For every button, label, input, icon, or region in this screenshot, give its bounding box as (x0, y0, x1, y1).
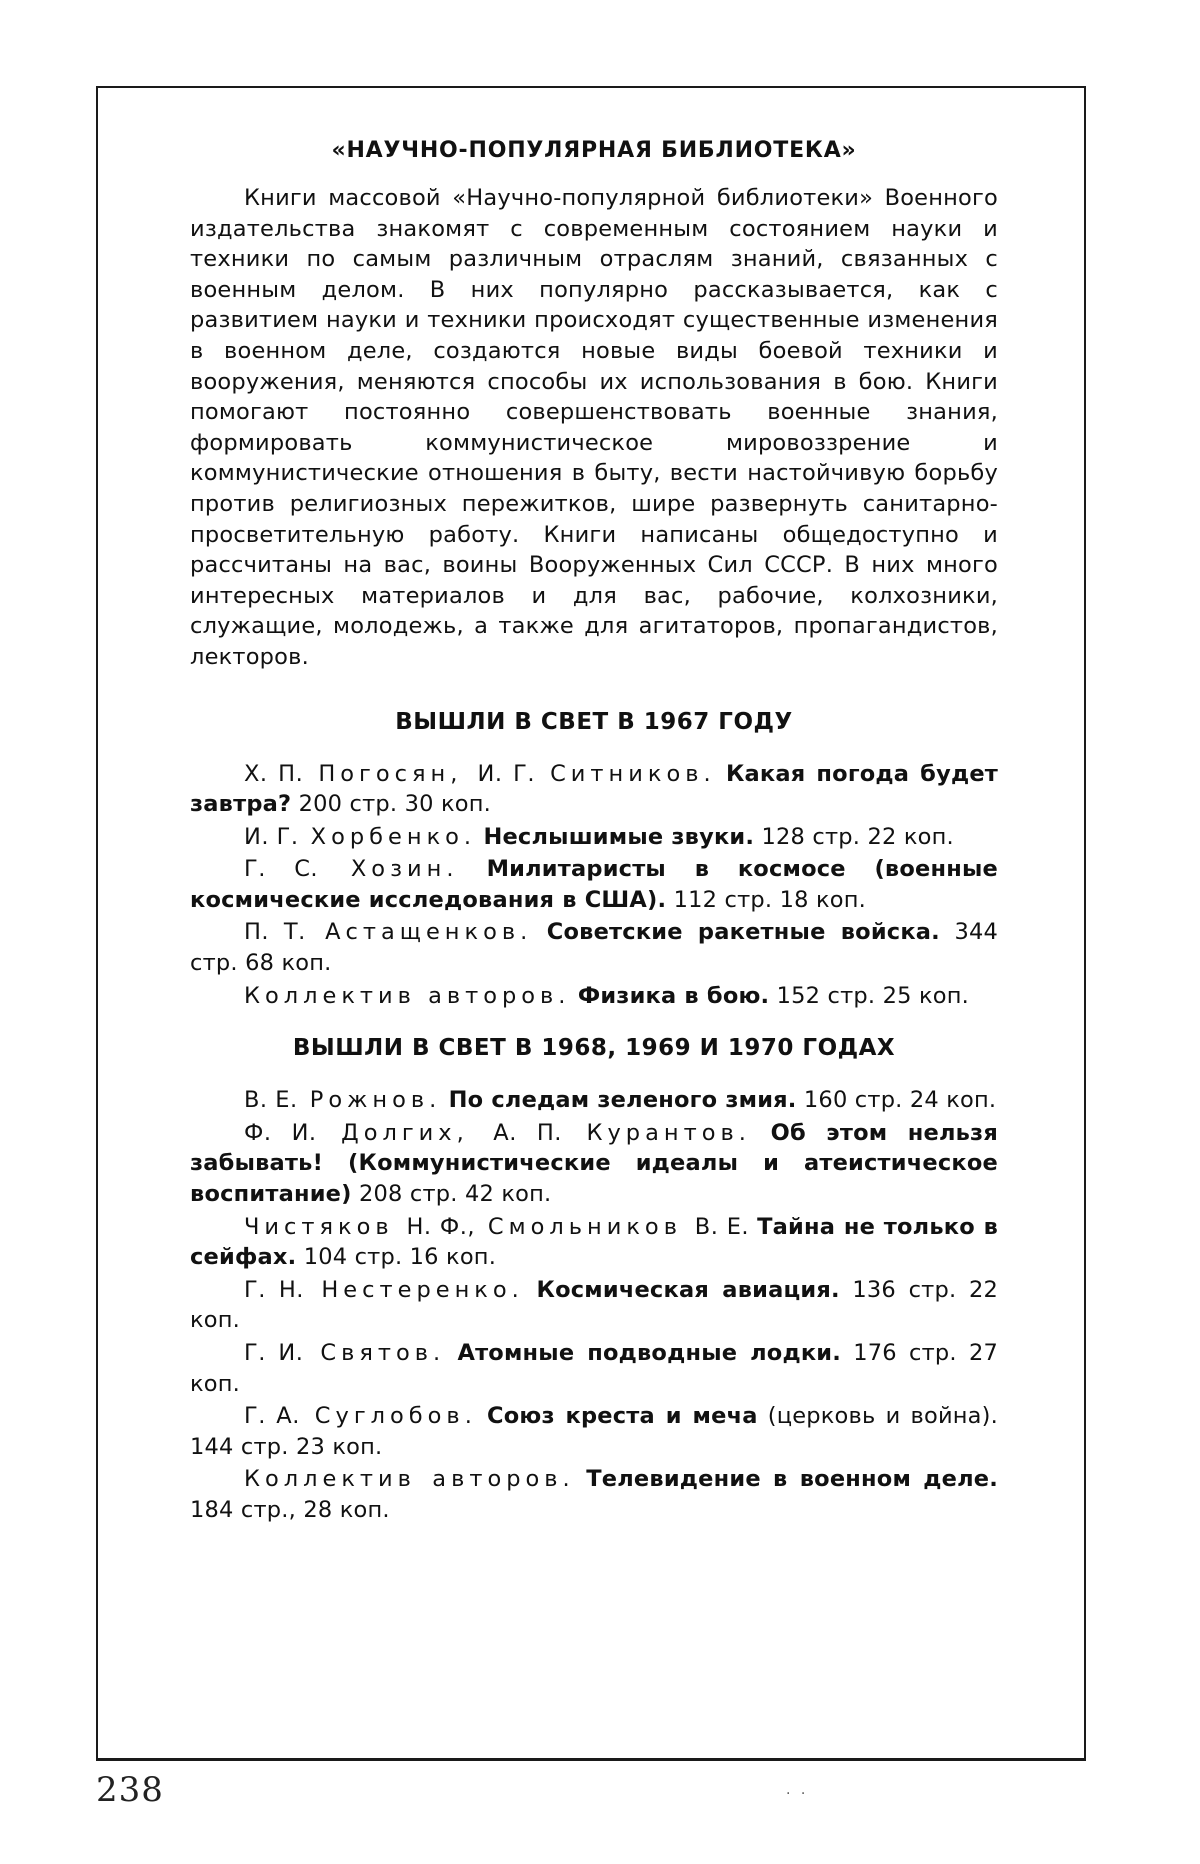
book-entry (190, 759, 998, 820)
book-details: 112 стр. 18 коп. (666, 886, 866, 913)
book-title: Союз креста и меча (487, 1403, 758, 1430)
book-author: Коллектив авторов. (244, 982, 571, 1009)
book-author: Г. Н. Нестеренко. (244, 1276, 524, 1303)
book-author: В. Е. Рожнов. (244, 1087, 442, 1114)
book-details: 344 стр. 68 коп. (190, 919, 998, 977)
book-title: Космическая авиация. (536, 1276, 840, 1303)
book-title: Какая погода будет завтра? (190, 760, 999, 818)
book-details: (церковь и война). 144 стр. 23 коп. (190, 1403, 998, 1460)
book-details: 104 стр. 16 коп. (296, 1244, 497, 1271)
section-heading-1967: ВЫШЛИ В СВЕТ В 1967 ГОДУ (395, 708, 793, 735)
book-entry (190, 1118, 998, 1210)
book-title: Телевидение в военном деле. (586, 1466, 998, 1493)
book-title: Атомные подводные лодки. (457, 1340, 842, 1366)
book-details: 200 стр. 30 коп. (291, 791, 491, 818)
book-details: 160 стр. 24 коп. (796, 1087, 997, 1114)
book-author: И. Г. Хорбенко. (244, 823, 477, 850)
book-entry (190, 822, 998, 853)
book-list-1968-1970 (190, 1085, 998, 1525)
book-entry (190, 981, 998, 1012)
section-heading-1968-1970: ВЫШЛИ В СВЕТ В 1968, 1969 И 1970 ГОДАХ (292, 1035, 896, 1062)
book-details: 136 стр. 22 коп. (190, 1276, 998, 1334)
intro-paragraph: Книги массовой «Научно-популярной библиотеки» Военного издательства знакомят с современным состоянием науки и техники по самым различным отраслям знаний, связанных с военным делом. В них популярно рассказывается, как с развитием науки и техники происходят существенные изменения в военном деле, создаются новые виды боевой техники и вооружения, меняются способы их использования в бою. Книги помогают постоянно совершенствовать военные знания, формировать коммунистическое мировоззрение и коммунистические отношения в быту, вести настойчивую борьбу против религиозных пережитков, шире развернуть санитарно-просветительную работу. Книги написаны общедоступно и рассчитаны на вас, воины Вооруженных Сил СССР. В них много интересных материалов и для вас, рабочие, колхозники, служащие, молодежь, а также для агитаторов, пропагандистов, лекторов. (190, 185, 998, 670)
page-content (190, 138, 998, 1528)
book-title: Об этом нельзя забывать! (Коммунистические идеалы и атеистическое воспитание) (190, 1119, 998, 1208)
book-entry (190, 1464, 998, 1525)
book-entry (190, 1212, 998, 1273)
book-entry (190, 1085, 998, 1116)
series-heading: «НАУЧНО-ПОПУЛЯРНАЯ БИБЛИОТЕКА» (331, 138, 857, 163)
book-author: П. Т. Астащенков. (244, 919, 533, 946)
print-specks: · · (786, 1786, 809, 1802)
book-author: Г. А. Суглобов. (244, 1403, 477, 1430)
book-entry (190, 917, 998, 978)
book-title: Неслышимые звуки. (483, 823, 755, 850)
book-details: 176 стр. 27 коп. (190, 1340, 998, 1397)
book-title: Тайна не только в сейфах. (190, 1213, 999, 1271)
book-details: 208 стр. 42 коп. (351, 1181, 552, 1208)
page-number: 238 (96, 1770, 164, 1810)
book-details: 152 стр. 25 коп. (769, 982, 970, 1009)
book-title: По следам зеленого змия. (448, 1087, 797, 1114)
book-author: Ф. И. Долгих, А. П. Курантов. (244, 1119, 751, 1146)
book-details: 128 стр. 22 коп. (754, 823, 954, 850)
book-entry (190, 1401, 998, 1462)
book-author: Х. П. Погосян, И. Г. Ситников. (244, 760, 716, 787)
book-title: Советские ракетные войска. (546, 919, 940, 946)
book-entry (190, 1275, 998, 1336)
book-entry (190, 854, 998, 915)
book-details: 184 стр., 28 коп. (190, 1496, 390, 1523)
book-author: Коллектив авторов. (244, 1466, 575, 1493)
book-author: Г. С. Хозин. (244, 856, 459, 883)
book-author: Чистяков Н. Ф., Смольников В. Е. (244, 1213, 750, 1240)
book-title: Физика в бою. (577, 982, 770, 1009)
book-list-1967 (190, 759, 998, 1012)
book-title: Милитаристы в космосе (военные космические исследования в США). (190, 856, 998, 913)
book-entry (190, 1338, 998, 1399)
book-author: Г. И. Святов. (244, 1340, 446, 1366)
